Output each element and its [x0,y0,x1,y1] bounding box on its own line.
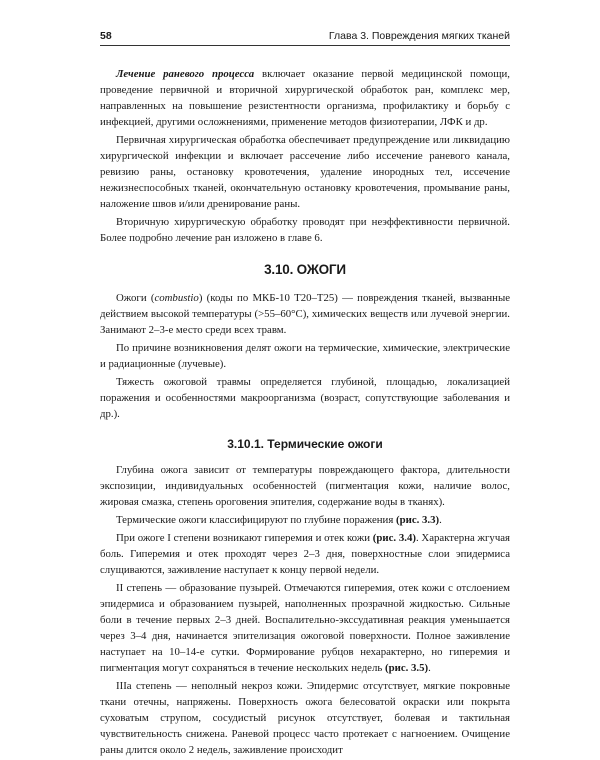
paragraph-burns-definition [100,290,510,338]
text-segment: II степень — образование пузырей. Отмечаются гиперемия, отек кожи с отслоением эпидермиса и образованием пузырей, наполненных прозрачной жидкостью. Сильные боли в течение первых 2–3 дней. Воспалительно-экссудативная реакция уменьшается через 3–4 дня, начинается эпителизация ожоговой поверхности. Полное заживление наступает на 10–14-е сутки. Формирование рубцов нехарактерно, но гиперемия и пигментация могут сохраняться в течение нескольких недель [100,582,510,674]
paragraph-classification [100,512,510,528]
figure-reference: (рис. 3.3) [396,514,440,526]
text-segment: Термические ожоги классифицируют по глубине поражения [116,514,396,526]
figure-reference: (рис. 3.5) [385,662,429,674]
paragraph-burn-depth: Глубина ожога зависит от температуры повреждающего фактора, длительности экспозиции, индивидуальных особенностей (пигментация кожи, наличие волос, жировая смазка, степень ороговения эпителия, содержание воды в тканях). [100,464,510,508]
page-number: 58 [100,30,112,42]
paragraph-primary-debridement: Первичная хирургическая обработка обеспечивает предупреждение или ликвидацию хирургической инфекции и включает рассечение либо иссечение раневого канала, ревизию раны, остановку кровотечения, удаление инородных тел, иссечение нежизнеспособных тканей, окончательную остановку кровотечения, промывание раны, наложение швов и/или дренирование раны. [100,134,510,210]
body-text [100,66,510,760]
paragraph-text: включает оказание первой медицинской помощи, проведение первичной и вторичной хирургической обработок ран, комплекс мер, направленных на повышение резистентности организма, профилактику и борьбу с инфекцией, другими осложнениями, применение методов физиотерапии, ЛФК и др. [100,68,510,128]
paragraph-burn-causes: По причине возникновения делят ожоги на термические, химические, электрические и радиационные (лучевые). [100,342,510,370]
text-segment: . [439,514,442,526]
text-segment: . Характерна жгучая боль. Гиперемия и отек проходят через 2–3 дня, поверхностные слои эпидермиса слущиваются, заживление наступает к концу первой недели. [100,532,511,576]
text-segment: Ожоги ( [116,292,155,304]
text-segment: При ожоге I степени возникают гиперемия и отек кожи [116,532,373,544]
paragraph-secondary-debridement: Вторичную хирургическую обработку проводят при неэффективности первичной. Более подробно лечение ран изложено в главе 6. [100,216,510,244]
paragraph-degree-3a: IIIа степень — неполный некроз кожи. Эпидермис отсутствует, мягкие покровные ткани отечны, напряжены. Поверхность ожога белесоватой окраски или покрыта суховатым струпом, сосудистый рисунок отсутствует, болевая и тактильная чувствительность снижена. Раневой процесс часто протекает с нагноением. Очищение раны длится около 2 недель, заживление происходит [100,680,510,756]
paragraph-degree-2 [100,580,510,676]
lead-term: Лечение раневого процесса [116,68,255,80]
chapter-title: Глава 3. Повреждения мягких тканей [328,30,510,42]
running-header [100,29,510,46]
paragraph-degree-1 [100,530,510,578]
figure-reference: (рис. 3.4) [372,532,416,544]
subsection-title: 3.10.1. Термические ожоги [227,437,383,451]
text-segment: . [428,662,431,674]
paragraph-burn-severity: Тяжесть ожоговой травмы определяется глубиной, площадью, локализацией поражения и особенностями макроорганизма (возраст, сопутствующие заболевания и др.). [100,376,510,420]
section-title: 3.10. ОЖОГИ [264,262,346,277]
paragraph-wound-treatment [100,66,510,130]
text-segment: ) (коды по МКБ-10 T20–T25) — повреждения тканей, вызванные действием высокой температуры (>55–60°С), химических веществ или лучевой энергии. Занимают 2–3-е место среди всех травм. [100,292,510,336]
latin-term: combustio [154,292,199,304]
